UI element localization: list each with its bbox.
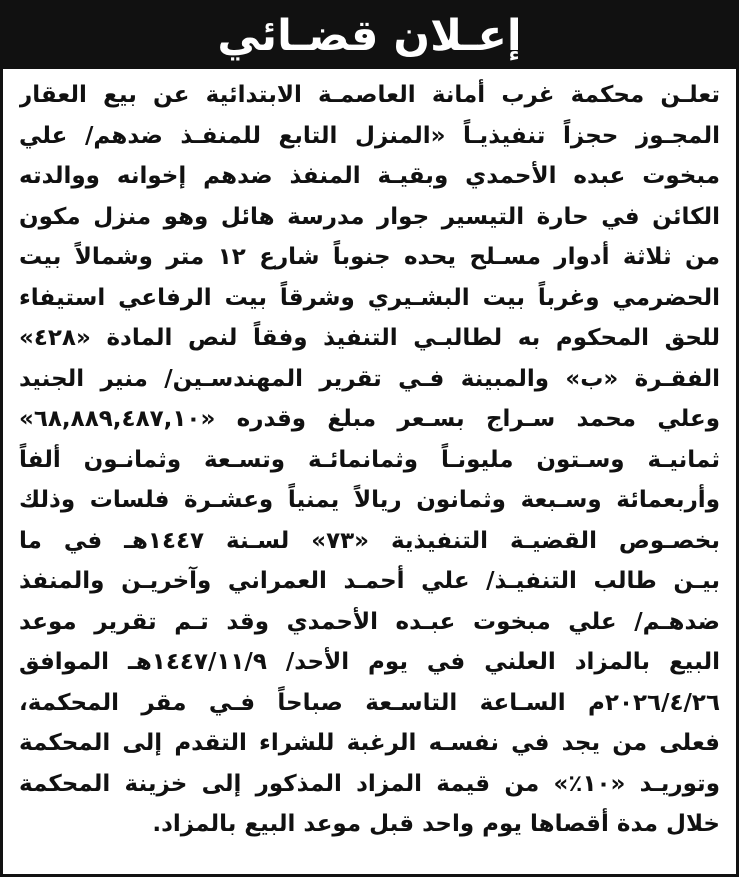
notice-line: خلال مدة أقصاها يوم واحد قبل موعد البيع بالمزاد. xyxy=(152,811,720,837)
notice-line: الفقـرة «ب» والمبينة فـي تقرير المهندسـين/ منير الجنيد xyxy=(19,365,720,392)
notice-line: وعلي محمد سـراج بسـعر مبلغ وقدره «٦٨,٨٨٩,٤٨٧,١٠» xyxy=(19,406,720,432)
notice-line: من ثلاثة أدوار مسـلح يحده جنوباً شارع ١٢ متر وشمالاً بيت xyxy=(19,244,720,270)
notice-line: فعلى من يجد في نفسـه الرغبة للشراء التقدم إلى المحكمة xyxy=(19,730,720,756)
notice-line: البيع بالمزاد العلني في يوم الأحد/ ١٤٤٧/١١/٩هـ الموافق xyxy=(19,649,720,675)
notice-line: ضدهـم/ علي مبخوت عبـده الأحمدي وقد تـم تقرير موعد xyxy=(19,608,720,635)
notice-title: إعـلان قضـائي xyxy=(217,11,522,61)
notice-line: تعلـن محكمة غرب أمانة العاصمـة الابتدائية عن بيع العقار xyxy=(19,82,720,108)
notice-title-bar xyxy=(3,3,736,69)
notice-line: بيـن طالب التنفيـذ/ علي أحمـد العمراني وآخريـن والمنفذ xyxy=(19,568,720,594)
notice-line: وتوريـد «١٠٪» من قيمة المزاد المذكور إلى خزينة المحكمة xyxy=(19,770,720,797)
notice-line: الكائن في حارة التيسير جوار مدرسة هائل وهو منزل مكون xyxy=(19,203,720,230)
notice-line: بخصـوص القضيـة التنفيذية «٧٣» لسـنة ١٤٤٧هـ في ما xyxy=(19,527,720,554)
notice-line: ٢٠٢٦/٤/٢٦م السـاعة التاسـعة صباحاً فـي مقر المحكمة، xyxy=(19,689,720,716)
notice-line: المجـوز حجزاً تنفيذيـاً «المنزل التابع للمنفـذ ضدهم/ علي xyxy=(19,122,720,149)
notice-line: مبخوت عبده الأحمدي وبقيـة المنفذ ضدهم إخوانه ووالدته xyxy=(19,163,720,189)
notice-body xyxy=(3,69,736,845)
notice-line: وأربعمائة وسـبعة وثمانون ريالاً يمنياً وعشـرة فلسات وذلك xyxy=(19,487,720,513)
notice-line: ثمانيـة وسـتون مليونـاً وثمانمائـة وتسـعة وثمانـون ألفاً xyxy=(19,446,720,473)
notice-line: للحق المحكوم به لطالبـي التنفيذ وفقاً لنص المادة «٤٢٨» xyxy=(19,325,720,351)
notice-line: الحضرمي وغرباً بيت البشـيري وشرقاً بيت الرفاعي استيفاء xyxy=(19,284,720,311)
